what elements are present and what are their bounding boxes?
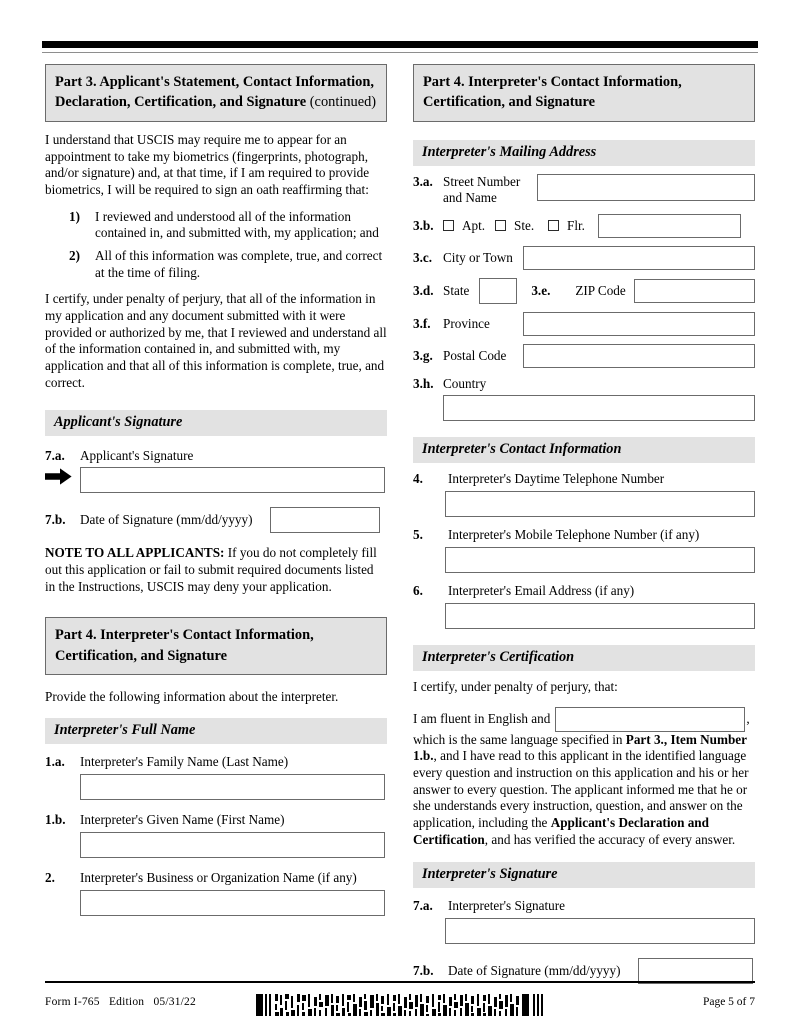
interpreter-full-name-section-title: Interpreter's Full Name xyxy=(45,718,387,744)
mobile-phone-input-row xyxy=(413,547,755,573)
certification-comma: , xyxy=(746,710,750,726)
list-text: All of this information was complete, true, and correct at the time of filing. xyxy=(95,248,383,280)
top-rule-thin xyxy=(42,52,758,53)
list-item xyxy=(69,209,387,242)
part4-header-left: Part 4. Interpreter's Contact Information, Certification, and Signature xyxy=(45,617,387,675)
item-number-3f: 3.f. xyxy=(413,315,431,331)
province-row xyxy=(413,312,755,336)
mailing-address-section-title: Interpreter's Mailing Address xyxy=(413,140,755,166)
barcode xyxy=(256,992,556,1018)
daytime-phone-label-row xyxy=(413,471,755,487)
interpreter-signature-section-title: Interpreter's Signature xyxy=(413,862,755,888)
item-number-7b: 7.b. xyxy=(45,512,66,528)
postal-code-input[interactable] xyxy=(523,344,755,368)
right-column xyxy=(413,64,755,984)
interpreter-date-label: Date of Signature (mm/dd/yyyy) xyxy=(448,963,621,979)
interpreter-signature-label-row xyxy=(413,898,755,914)
interpreter-given-name-label: Interpreter's Given Name (First Name) xyxy=(80,811,285,827)
interpreter-given-name-input-row xyxy=(45,832,387,858)
interpreter-signature-label: Interpreter's Signature xyxy=(448,898,565,914)
mobile-phone-input[interactable] xyxy=(445,547,755,573)
applicant-signature-label: Applicant's Signature xyxy=(80,447,194,463)
footer-edition-date: 05/31/22 xyxy=(153,996,196,1008)
postal-code-row xyxy=(413,344,755,368)
applicant-date-row xyxy=(45,507,387,533)
applicant-date-input[interactable] xyxy=(270,507,380,533)
applicant-signature-section-title: Applicant's Signature xyxy=(45,410,387,436)
fluent-prefix: I am fluent in English and xyxy=(413,710,551,726)
flr-option[interactable] xyxy=(548,217,598,235)
item-number-1b: 1.b. xyxy=(45,811,66,827)
city-input[interactable] xyxy=(523,246,755,270)
top-rule-thick xyxy=(42,41,758,48)
footer-rule xyxy=(45,981,755,983)
email-input-row xyxy=(413,603,755,629)
ste-checkbox[interactable] xyxy=(495,220,506,231)
cert-after-1: which is the same language specified in xyxy=(413,731,626,747)
item-number-4: 4. xyxy=(413,471,423,487)
province-label: Province xyxy=(443,315,490,331)
apt-option[interactable] xyxy=(443,217,495,235)
item-number-7a: 7.a. xyxy=(45,447,65,463)
cert-after-2: , and I have read to this applicant in the identified language every question and instruction on this application and his or her answer to every question. The applicant informed me that he or she understands every instruction, question, and answer on the application, including the xyxy=(413,748,749,830)
item-number-2: 2. xyxy=(45,869,55,885)
interpreter-signature-input[interactable] xyxy=(445,918,755,944)
item-number-3b: 3.b. xyxy=(413,217,434,233)
item-number-3d: 3.d. xyxy=(413,282,434,298)
item-number-5: 5. xyxy=(413,527,423,543)
cert-after-3: , and has verified the accuracy of every answer. xyxy=(484,831,736,847)
street-input[interactable] xyxy=(537,174,755,201)
flr-checkbox[interactable] xyxy=(548,220,559,231)
country-input[interactable] xyxy=(443,395,755,421)
footer-page-number: Page 5 of 7 xyxy=(702,996,755,1008)
list-item xyxy=(69,248,387,281)
applicant-signature-input[interactable] xyxy=(80,467,385,493)
flr-label: Flr. xyxy=(567,217,585,233)
footer-form-id: Form I-765 xyxy=(45,996,100,1008)
right-arrow-icon xyxy=(45,468,72,485)
left-column xyxy=(45,64,387,916)
part3-intro-paragraph: I understand that USCIS may require me to appear for an appointment to take my biometrics (fingerprints, photograph, and/or signature) and, at that time, if I am required to provide biometrics, I will be required to sign an oath reaffirming that: xyxy=(45,131,370,197)
interpreter-business-name-label-row xyxy=(45,870,387,886)
daytime-phone-label: Interpreter's Daytime Telephone Number xyxy=(448,471,665,487)
interpreter-certification-section-title: Interpreter's Certification xyxy=(413,645,755,671)
ste-label: Ste. xyxy=(514,217,535,233)
interpreter-given-name-label-row xyxy=(45,812,387,828)
country-input-row xyxy=(413,395,755,421)
list-text: I reviewed and understood all of the information contained in, and submitted with, my application; and xyxy=(95,208,379,241)
interpreter-business-name-input[interactable] xyxy=(80,890,385,916)
interpreter-family-name-label-row xyxy=(45,754,387,770)
zip-label: ZIP Code xyxy=(575,282,626,298)
item-number-1a: 1.a. xyxy=(45,754,65,770)
footer-edition-label: Edition xyxy=(108,996,145,1008)
street-label-line1: Street Number xyxy=(443,173,521,189)
cert-bold-ref-1: Part 3., Item Number 1.b. xyxy=(413,731,747,764)
street-label-line2: and Name xyxy=(443,189,497,205)
item-number-3c: 3.c. xyxy=(413,249,433,265)
state-label: State xyxy=(443,282,470,298)
item-number-7a-right: 7.a. xyxy=(413,898,433,914)
state-zip-row xyxy=(413,278,755,304)
list-marker: 2) xyxy=(69,248,80,264)
interpreter-given-name-input[interactable] xyxy=(80,832,385,858)
applicant-date-label: Date of Signature (mm/dd/yyyy) xyxy=(80,512,253,528)
email-input[interactable] xyxy=(445,603,755,629)
part3-continued-label: (continued) xyxy=(309,94,377,111)
interpreter-family-name-label: Interpreter's Family Name (Last Name) xyxy=(80,754,289,770)
city-label: City or Town xyxy=(443,249,513,265)
daytime-phone-input-row xyxy=(413,491,755,517)
item-number-3h: 3.h. xyxy=(413,375,434,391)
certification-paragraph xyxy=(413,704,755,849)
list-marker: 1) xyxy=(69,208,80,224)
arrow-slot xyxy=(45,468,80,492)
postal-code-label: Postal Code xyxy=(443,347,507,363)
interpreter-contact-section-title: Interpreter's Contact Information xyxy=(413,437,755,463)
item-number-3e: 3.e. xyxy=(531,282,551,298)
applicant-signature-label-row xyxy=(45,448,387,464)
part3-title: Part 3. Applicant's Statement, Contact Information, Declaration, Certification, and Signature xyxy=(55,74,374,111)
interpreter-family-name-input[interactable] xyxy=(80,774,385,800)
part3-oath-list xyxy=(45,209,387,282)
state-input[interactable] xyxy=(479,278,518,304)
country-label-row xyxy=(413,376,755,392)
country-label: Country xyxy=(443,375,487,391)
cert-bold-ref-2: Applicant's Declaration and Certification xyxy=(413,814,709,847)
street-row xyxy=(413,174,755,206)
part3-header xyxy=(45,64,387,122)
apt-label: Apt. xyxy=(462,217,486,233)
note-text: If you do not completely fill out this application or fail to submit required documents listed in the Instructions, USCIS may deny your application. xyxy=(45,545,377,594)
applicant-signature-input-row xyxy=(45,467,387,493)
footer-form-info xyxy=(45,996,196,1008)
unit-number-input[interactable] xyxy=(598,214,741,238)
unit-row xyxy=(413,214,755,238)
mobile-phone-label-row xyxy=(413,527,755,543)
interpreter-signature-input-row xyxy=(413,918,755,944)
interpreter-business-name-input-row xyxy=(45,890,387,916)
email-label: Interpreter's Email Address (if any) xyxy=(448,583,635,599)
part4-intro-left: Provide the following information about the interpreter. xyxy=(45,689,339,705)
interpreter-business-name-label: Interpreter's Business or Organization Name (if any) xyxy=(80,869,357,885)
item-number-7b-right: 7.b. xyxy=(413,963,434,979)
apt-checkbox[interactable] xyxy=(443,220,454,231)
email-label-row xyxy=(413,583,755,599)
province-input[interactable] xyxy=(523,312,755,336)
certification-lead: I certify, under penalty of perjury, that: xyxy=(413,678,618,694)
ste-option[interactable] xyxy=(495,217,548,235)
item-number-3a: 3.a. xyxy=(413,173,433,189)
daytime-phone-input[interactable] xyxy=(445,491,755,517)
note-to-all-applicants xyxy=(45,545,387,595)
item-number-6: 6. xyxy=(413,583,423,599)
part4-header-right: Part 4. Interpreter's Contact Information, Certification, and Signature xyxy=(413,64,755,122)
language-input[interactable] xyxy=(555,707,745,732)
mobile-phone-label: Interpreter's Mobile Telephone Number (if any) xyxy=(448,527,700,543)
zip-input[interactable] xyxy=(634,279,755,303)
item-number-3g: 3.g. xyxy=(413,347,433,363)
city-row xyxy=(413,246,755,270)
interpreter-family-name-input-row xyxy=(45,774,387,800)
part3-certify-paragraph: I certify, under penalty of perjury, that all of the information in my application and any document submitted with it were provided or authorized by me, that I reviewed and understand all of the information contained in, and submitted with, my application and that all of this information is complete, true, and correct. xyxy=(45,291,387,390)
note-heading: NOTE TO ALL APPLICANTS: xyxy=(45,545,225,561)
